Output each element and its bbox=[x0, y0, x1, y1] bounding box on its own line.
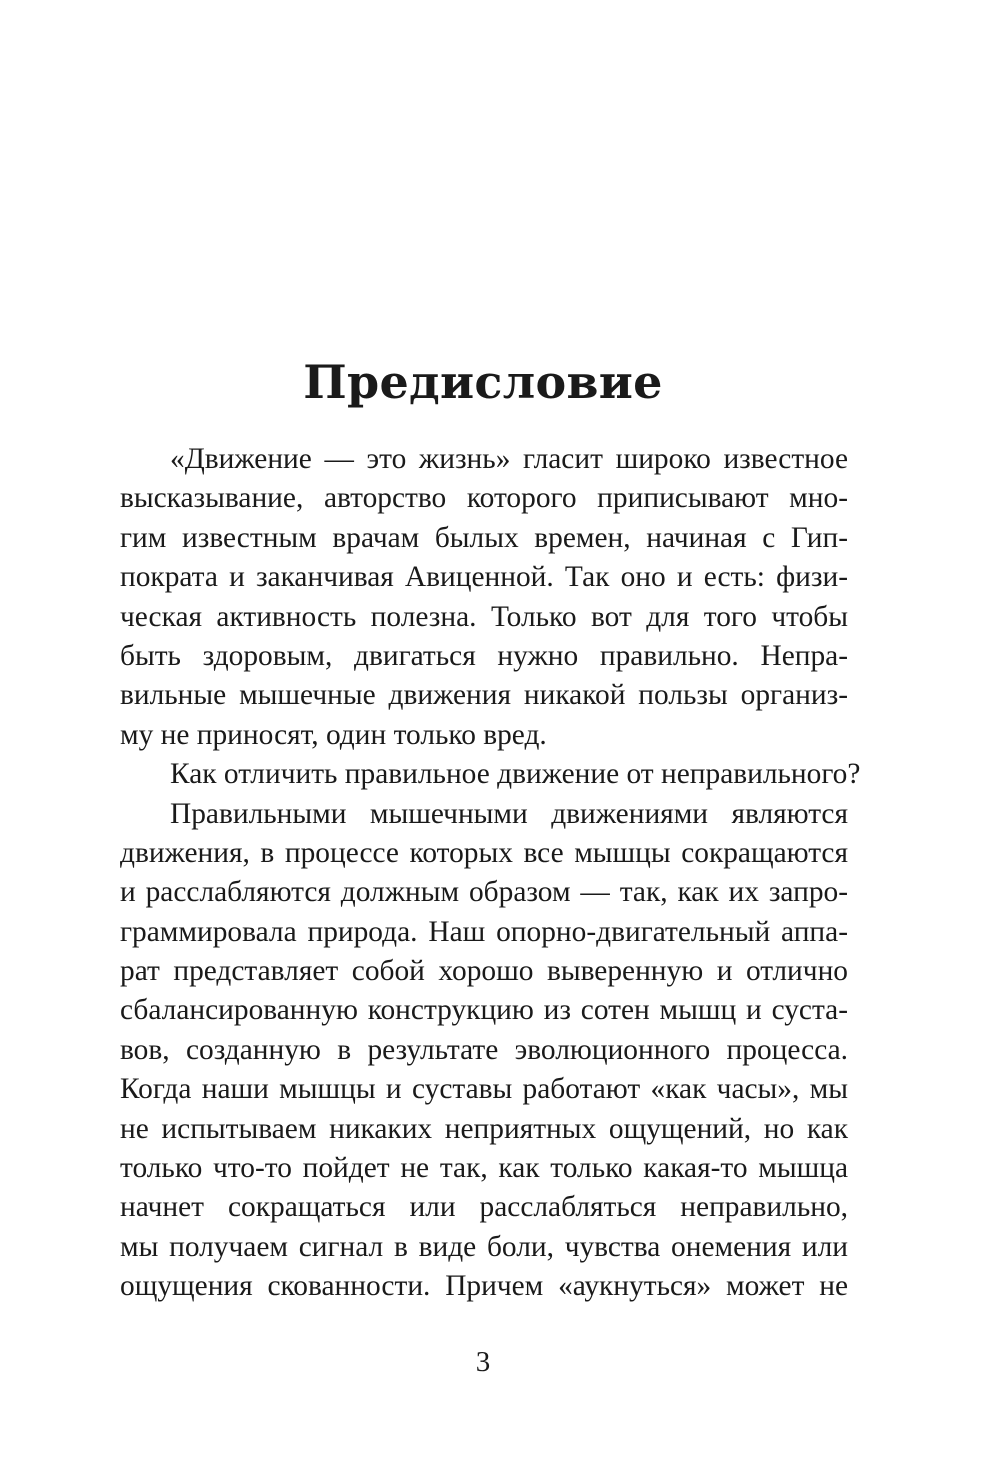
text-line: Когда наши мышцы и суставы работают «как часы», мы bbox=[120, 1073, 848, 1106]
text-line: высказывание, авторство которого приписывают мно- bbox=[120, 482, 848, 515]
text-line: не испытываем никаких неприятных ощущений, но как bbox=[120, 1112, 848, 1145]
text-line: ощущения скованности. Причем «аукнуться» может не bbox=[120, 1270, 848, 1303]
text-line: ческая активность полезна. Только вот для того чтобы bbox=[120, 600, 848, 633]
text-line: рат представляет собой хорошо выверенную и отлично bbox=[120, 955, 848, 988]
text-line: Правильными мышечными движениями являются bbox=[170, 797, 848, 830]
text-line: Как отличить правильное движение от неправильного? bbox=[170, 758, 861, 791]
text-line: только что-то пойдет не так, как только какая-то мышца bbox=[120, 1152, 848, 1185]
text-line: сбалансированную конструкцию из сотен мышц и суста- bbox=[120, 994, 848, 1027]
text-line: движения, в процессе которых все мышцы сокращаются bbox=[120, 836, 848, 869]
text-line: гим известным врачам былых времен, начиная с Гип- bbox=[120, 521, 848, 554]
page-number: 3 bbox=[475, 1346, 491, 1378]
text-line: быть здоровым, двигаться нужно правильно. Непра- bbox=[120, 639, 848, 672]
text-line: начнет сокращаться или расслабляться неправильно, bbox=[120, 1191, 848, 1224]
text-line: му не приносят, один только вред. bbox=[120, 718, 547, 751]
body-text bbox=[120, 440, 861, 1307]
text-line: вильные мышечные движения никакой пользы организ- bbox=[120, 679, 848, 712]
text-line: и расслабляются должным образом — так, как их запро- bbox=[120, 876, 848, 909]
text-line: «Движение — это жизнь» гласит широко известное bbox=[170, 443, 848, 475]
text-line: мы получаем сигнал в виде боли, чувства онемения или bbox=[120, 1230, 848, 1263]
text-line: вов, созданную в результате эволюционного процесса. bbox=[120, 1033, 848, 1066]
text-line: пократа и заканчивая Авиценной. Так оно и есть: физи- bbox=[120, 561, 848, 594]
chapter-title: Предисловие bbox=[303, 355, 663, 409]
text-line: граммировала природа. Наш опорно-двигательный аппа- bbox=[120, 915, 848, 948]
